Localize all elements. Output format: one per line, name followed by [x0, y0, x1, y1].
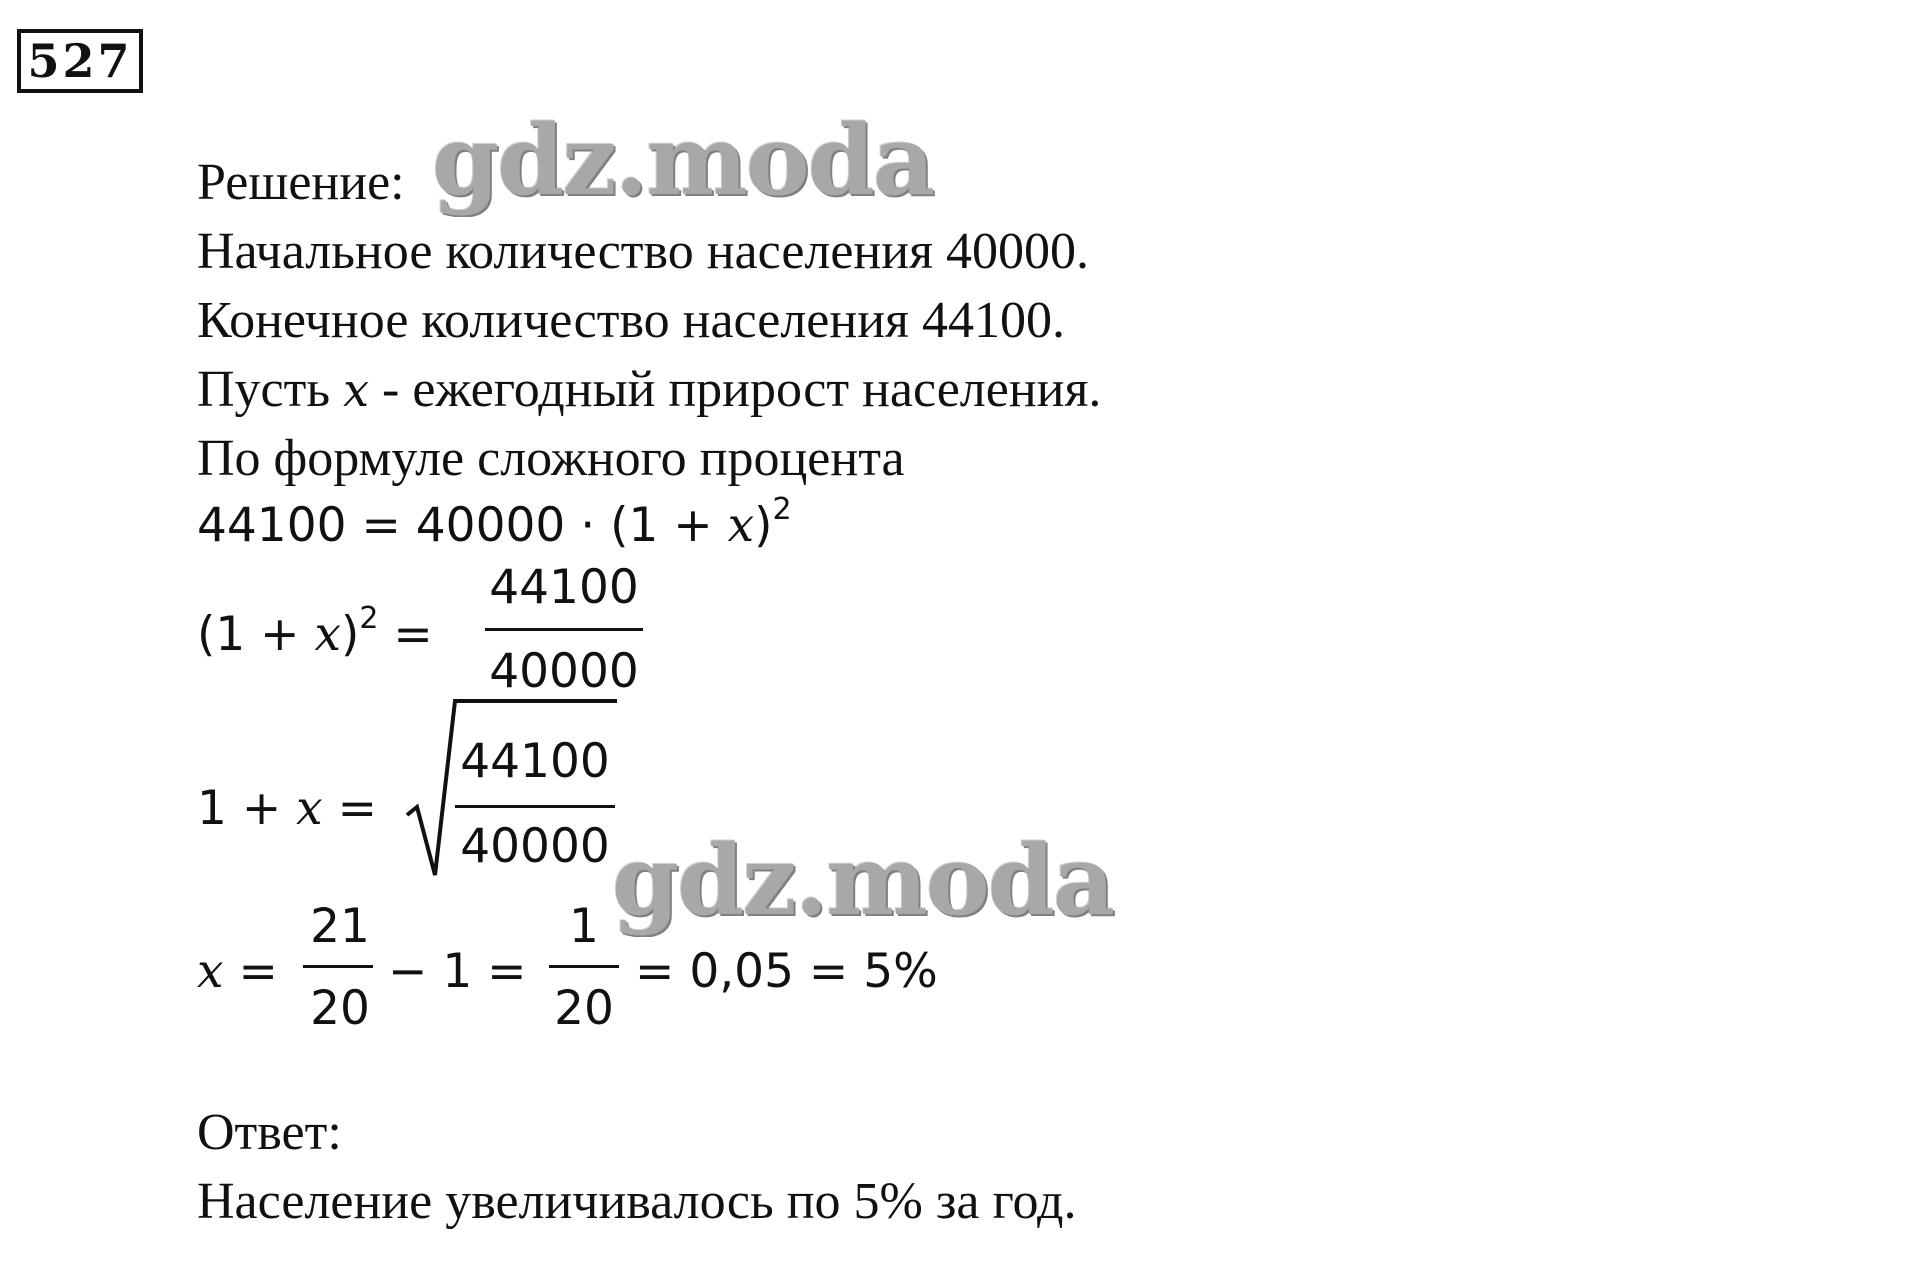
eq4-frac2-numerator: 1: [569, 899, 599, 954]
eq4-frac1-denominator: 20: [310, 981, 370, 1036]
eq2-numerator: 44100: [489, 560, 639, 615]
equation-1: [197, 492, 792, 553]
eq3-left: 1 +: [197, 781, 297, 836]
eq3-equals: =: [322, 781, 378, 836]
equation-2-left: [197, 601, 433, 662]
text-line-initial: Начальное количество населения 40000.: [197, 223, 1089, 280]
eq2-left: (1 +: [197, 607, 315, 662]
answer-text: Население увеличивалось по 5% за год.: [197, 1173, 1077, 1230]
eq4-frac1-bar: [303, 965, 373, 968]
answer-heading: Ответ:: [197, 1104, 342, 1161]
eq3-numerator: 44100: [460, 734, 610, 789]
solution-heading: Решение:: [197, 154, 405, 211]
eq4-result: = 0,05 = 5%: [635, 944, 938, 999]
eq4-var: x: [197, 944, 224, 999]
eq3-var: x: [296, 781, 323, 836]
eq2-var: x: [314, 607, 342, 662]
text-line-let: [197, 361, 1102, 418]
eq2-equals: =: [378, 607, 433, 662]
text-line-final: Конечное количество населения 44100.: [197, 292, 1065, 349]
text-line-formula-intro: По формуле сложного процента: [197, 430, 905, 487]
problem-number: 527: [17, 29, 143, 93]
eq4-frac1-numerator: 21: [310, 899, 370, 954]
let-word: Пусть: [197, 361, 331, 418]
eq4-minus-one: − 1 =: [388, 944, 527, 999]
eq2-paren: ): [341, 607, 360, 662]
equation-3-left: [197, 781, 378, 836]
let-variable: x: [343, 363, 370, 417]
eq3-denominator: 40000: [460, 819, 610, 874]
eq1-left: 44100 = 40000 · (1 +: [197, 498, 728, 553]
eq2-exponent: 2: [359, 601, 379, 636]
let-rest: - ежегодный прирост населения.: [369, 361, 1102, 418]
equation-4-left: [197, 944, 278, 999]
eq4-frac2-denominator: 20: [554, 981, 614, 1036]
eq2-fraction-bar: [485, 628, 643, 631]
watermark-middle: gdz.moda: [612, 824, 1114, 937]
eq1-var: x: [727, 498, 755, 553]
watermark-top: gdz.moda: [432, 104, 934, 217]
eq4-frac2-bar: [549, 965, 619, 968]
eq1-paren: ): [754, 498, 773, 553]
eq3-fraction-bar: [455, 805, 615, 808]
eq4-equals: =: [223, 944, 278, 999]
eq1-exponent: 2: [772, 492, 792, 527]
eq2-denominator: 40000: [489, 644, 639, 699]
